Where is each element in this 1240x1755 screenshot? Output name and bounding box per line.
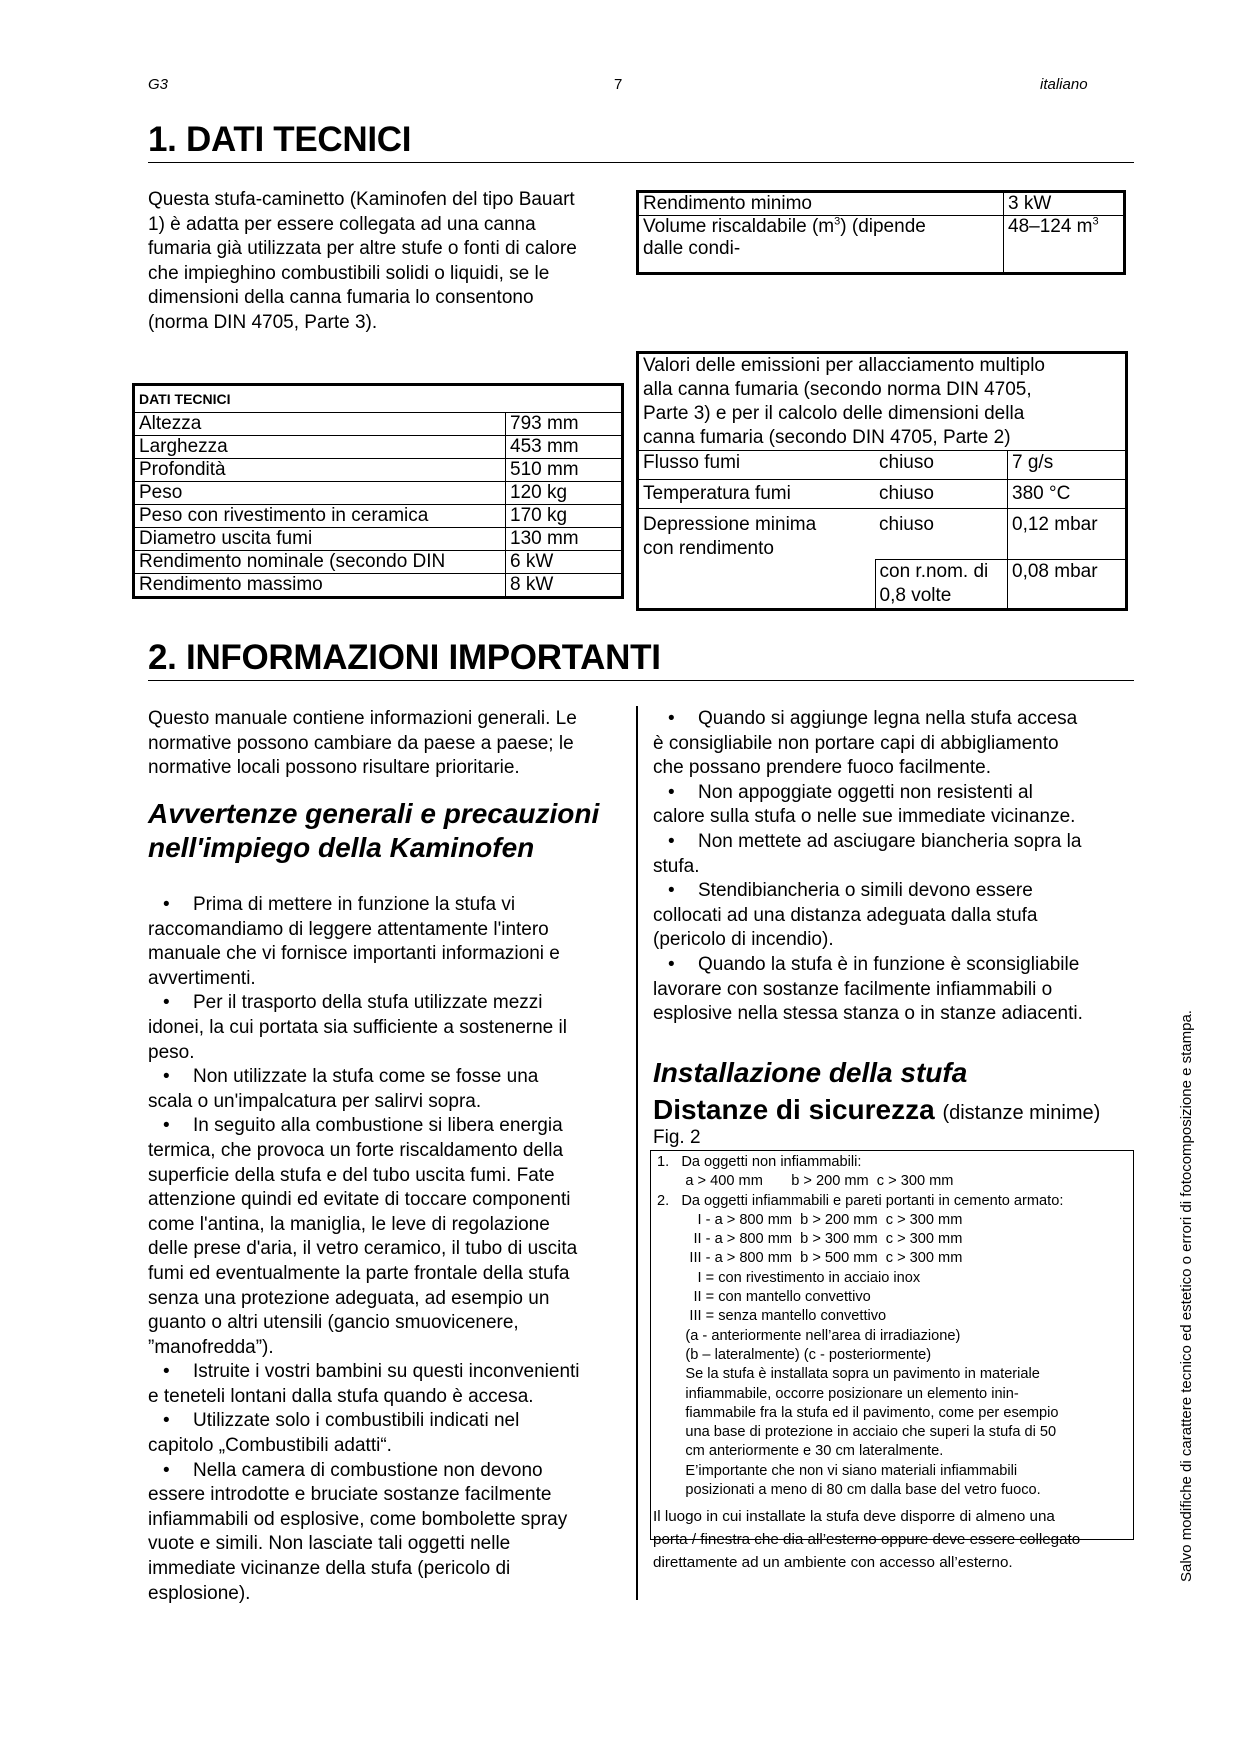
safety-distances-note: (distanze minime) xyxy=(942,1102,1101,1124)
text-line: manuale che vi fornisce importanti informazioni e xyxy=(148,943,560,965)
distance-line: 2. Da oggetti infiammabili e pareti portanti in cemento armato: xyxy=(657,1192,1064,1209)
text-line: • Quando la stufa è in funzione è sconsigliabile xyxy=(653,953,1133,978)
text-line: • Utilizzate solo i combustibili indicati nel xyxy=(148,1409,628,1434)
spec-label: Peso con rivestimento in ceramica xyxy=(134,505,506,528)
text-line: Questa stufa-caminetto (Kaminofen del tipo Bauart xyxy=(148,189,575,210)
bullet-icon: • xyxy=(163,1410,170,1432)
text-line: che possano prendere fuoco facilmente. xyxy=(653,757,991,779)
text-line: immediate vicinanze della stufa (pericolo di xyxy=(148,1558,511,1580)
bullet-icon: • xyxy=(163,992,170,1014)
table-row xyxy=(134,436,623,459)
table-row xyxy=(638,451,1127,480)
distance-line: III = senza mantello convettivo xyxy=(657,1308,887,1325)
emission-label: Temperatura fumi xyxy=(638,480,876,509)
bullet-icon: • xyxy=(668,708,675,729)
min-output-value: 3 kW xyxy=(1004,192,1125,216)
emission-value: 0,12 mbar xyxy=(1008,509,1127,560)
text-line: fumaria già utilizzata per altre stufe o fonti di calore xyxy=(148,238,577,260)
text-line: dimensioni della canna fumaria lo consentono xyxy=(148,287,534,309)
bullet-item xyxy=(653,830,1133,879)
heatable-volume-label: Volume riscaldabile $(m^3)$ (dipende dalle condi- xyxy=(638,216,1004,274)
text-line: • Non appoggiate oggetti non resistenti al xyxy=(653,781,1133,806)
table-row xyxy=(134,413,623,436)
spec-label: Diametro uscita fumi xyxy=(134,528,506,551)
text-line: • Quando si aggiunge legna nella stufa accesa xyxy=(653,707,1133,732)
distance-line: II = con mantello convettivo xyxy=(657,1289,871,1306)
distances-box xyxy=(650,1150,1134,1540)
table-row xyxy=(134,574,623,598)
emission-label: Depressione minima con rendimento xyxy=(638,509,876,610)
table-row xyxy=(134,528,623,551)
bullet-item xyxy=(148,1459,628,1607)
section-title-technical-data: 1. DATI TECNICI xyxy=(148,118,1134,163)
text-line: • Istruite i vostri bambini su questi inconvenienti xyxy=(148,1360,628,1385)
bullet-icon: • xyxy=(163,894,170,915)
emission-value: 380 °C xyxy=(1008,480,1127,509)
section-title-important-info: 2. INFORMAZIONI IMPORTANTI xyxy=(148,636,1134,681)
text-line: è consigliabile non portare capi di abbigliamento xyxy=(653,732,1059,754)
text-line: direttamente ad un ambiente con accesso all’esterno. xyxy=(653,1554,1013,1571)
text-line: nell'impiego della Kaminofen xyxy=(148,832,535,863)
text-line: capitolo „Combustibili adatti“. xyxy=(148,1435,392,1457)
page-number: 7 xyxy=(614,76,623,93)
spec-value: 510 mm xyxy=(506,459,623,482)
emission-value: 0,08 mbar xyxy=(1008,560,1127,610)
text-line: e teneteli lontani dalla stufa quando è accesa. xyxy=(148,1385,534,1407)
text-line: fumi ed eventualmente la parte frontale della stufa xyxy=(148,1262,570,1284)
safety-distances-title: Distanze di sicurezza xyxy=(653,1094,935,1125)
header-language: italiano xyxy=(1040,76,1088,93)
emission-value: 7 g/s xyxy=(1008,451,1127,480)
text-line: calore sulla stufa o nelle sue immediate vicinanze. xyxy=(653,806,1076,828)
text-line: Avvertenze generali e precauzioni xyxy=(148,798,600,829)
text-line: • In seguito alla combustione si libera energia xyxy=(148,1114,628,1139)
text-line: • Per il trasporto della stufa utilizzate mezzi xyxy=(148,991,628,1016)
bullet-item xyxy=(653,707,1133,781)
text-line: attenzione quindi ed evitate di toccare componenti xyxy=(148,1189,571,1211)
text-line: normative possono cambiare da paese a paese; le xyxy=(148,732,574,754)
text-line: senza una protezione adeguata, ad esempio un xyxy=(148,1287,550,1309)
safety-distances-heading xyxy=(653,1093,1100,1130)
text-line: peso. xyxy=(148,1041,195,1063)
distance-line: I = con rivestimento in acciaio inox xyxy=(657,1269,921,1286)
important-intro-paragraph xyxy=(148,707,628,781)
spec-value: 120 kg xyxy=(506,482,623,505)
spec-value: 130 mm xyxy=(506,528,623,551)
bullet-icon: • xyxy=(163,1115,170,1137)
text-line: esplosive nella stessa stanza o in stanze adiacenti. xyxy=(653,1003,1083,1025)
spec-value: 793 mm xyxy=(506,413,623,436)
text-line: • Non utilizzate la stufa come se fosse una xyxy=(148,1065,628,1090)
heatable-volume-value: 48–124 $m^3$ xyxy=(1004,216,1125,274)
distance-line: (b – lateralmente) (c - posteriormente) xyxy=(657,1346,932,1363)
text-line: scala o un'impalcatura per salirvi sopra. xyxy=(148,1090,482,1112)
technical-intro-paragraph xyxy=(148,188,628,336)
text-line: esplosione). xyxy=(148,1582,251,1604)
distance-line: cm anteriormente e 30 cm lateralmente. xyxy=(657,1443,944,1460)
text-line: Questo manuale contiene informazioni generali. Le xyxy=(148,708,577,729)
text-line: Parte 3) e per il calcolo delle dimensioni della xyxy=(643,403,1025,424)
text-line: Il luogo in cui installate la stufa deve disporre di almeno una xyxy=(653,1508,1055,1525)
spec-label: Peso xyxy=(134,482,506,505)
spec-label: Larghezza xyxy=(134,436,506,459)
spec-value: 170 kg xyxy=(506,505,623,528)
table-row xyxy=(134,551,623,574)
emission-condition: con r.nom. di 0,8 volte xyxy=(875,560,1008,610)
emission-condition: chiuso xyxy=(875,451,1008,480)
warnings-list-right xyxy=(653,707,1133,1027)
text-line: superficie della stufa e del tubo uscita fumi. Fate xyxy=(148,1164,555,1186)
distance-line: una base di protezione in acciaio che superi la stufa di 50 xyxy=(657,1424,1057,1441)
emission-condition: chiuso xyxy=(875,480,1008,509)
distance-line: (a - anteriormente nell’area di irradiazione) xyxy=(657,1327,961,1344)
text-line: alla canna fumaria (secondo norma DIN 4705, xyxy=(643,379,1032,400)
bullet-icon: • xyxy=(668,781,675,803)
warnings-heading xyxy=(148,797,638,865)
table-title-row xyxy=(134,385,623,413)
table-row xyxy=(134,459,623,482)
distance-line: 1. Da oggetti non infiammabili: xyxy=(657,1154,862,1170)
column-divider xyxy=(636,706,638,1600)
bullet-icon: • xyxy=(668,830,675,852)
table-row xyxy=(638,509,1127,560)
text-line: avvertimenti. xyxy=(148,967,256,989)
bullet-item xyxy=(148,893,628,991)
technical-data-table-title: DATI TECNICI xyxy=(134,385,623,413)
text-line: collocati ad una distanza adeguata dalla stufa xyxy=(653,904,1038,926)
table-row xyxy=(638,480,1127,509)
bullet-item xyxy=(148,1409,628,1458)
bullet-icon: • xyxy=(668,880,675,902)
spec-label: Rendimento massimo xyxy=(134,574,506,598)
text-line: guanto o altri utensili (gancio smuovicenere, xyxy=(148,1312,519,1334)
bullet-item xyxy=(653,953,1133,1027)
installation-footer-note xyxy=(653,1505,1133,1574)
bullet-icon: • xyxy=(163,1361,170,1383)
distance-line: E’importante che non vi siano materiali infiammabili xyxy=(657,1462,1018,1479)
spec-label: Profondità xyxy=(134,459,506,482)
text-line: ”manofredda”). xyxy=(148,1336,274,1358)
distance-line: a > 400 mm b > 200 mm c > 300 mm xyxy=(657,1173,954,1190)
bullet-icon: • xyxy=(163,1066,170,1088)
bullet-item xyxy=(148,991,628,1065)
technical-data-table xyxy=(132,383,624,599)
warnings-list-left xyxy=(148,893,628,1606)
text-line: essere introdotte e bruciate sostanze facilmente xyxy=(148,1484,552,1506)
distance-line: I - a > 800 mm b > 200 mm c > 300 mm xyxy=(657,1211,963,1228)
text-line: termica, che provoca un forte riscaldamento della xyxy=(148,1139,564,1161)
bullet-icon: • xyxy=(163,1459,170,1481)
distance-line: III - a > 800 mm b > 500 mm c > 300 mm xyxy=(657,1250,963,1267)
text-line: 1) è adatta per essere collegata ad una canna xyxy=(148,213,536,235)
text-line: • Stendibiancheria o simili devono essere xyxy=(653,879,1133,904)
text-line: • Non mettete ad asciugare biancheria sopra la xyxy=(653,830,1133,855)
spec-value: 6 kW xyxy=(506,551,623,574)
side-disclaimer: Salvo modifiche di carattere tecnico ed estetico o errori di fotocomposizione e stampa. xyxy=(1178,1010,1195,1582)
installation-heading: Installazione della stufa xyxy=(653,1057,968,1088)
text-line: Valori delle emissioni per allacciamento multiplo xyxy=(643,355,1045,376)
text-line: • Nella camera di combustione non devono xyxy=(148,1459,628,1484)
table-row xyxy=(638,192,1125,216)
table-row xyxy=(134,482,623,505)
text-line: come l'antina, la maniglia, le leve di regolazione xyxy=(148,1213,550,1235)
table-row xyxy=(638,353,1127,451)
text-line: • Prima di mettere in funzione la stufa vi xyxy=(148,893,628,918)
distance-line: fiammabile fra la stufa ed il pavimento, come per esempio xyxy=(657,1404,1059,1421)
bullet-item xyxy=(653,879,1133,953)
distance-line: posizionati a meno di 80 cm dalla base del vetro fuoco. xyxy=(657,1482,1041,1499)
spec-label: Altezza xyxy=(134,413,506,436)
text-line: normative locali possono risultare prioritarie. xyxy=(148,757,520,779)
bullet-item xyxy=(653,781,1133,830)
figure-label: Fig. 2 xyxy=(653,1127,701,1148)
header-doc-code: G3 xyxy=(148,76,169,93)
text-line: (pericolo di incendio). xyxy=(653,929,834,951)
emissions-intro xyxy=(638,353,1127,451)
text-line: che impieghino combustibili solidi o liquidi, se le xyxy=(148,262,550,284)
min-output-table xyxy=(636,190,1126,275)
bullet-item xyxy=(148,1360,628,1409)
text-line: infiammabili od esplosive, come bombolette spray xyxy=(148,1508,568,1530)
text-line: canna fumaria (secondo DIN 4705, Parte 2) xyxy=(643,427,1011,448)
emissions-table xyxy=(636,351,1128,611)
bullet-item xyxy=(148,1114,628,1360)
text-line: stufa. xyxy=(653,855,700,877)
min-output-label: Rendimento minimo xyxy=(638,192,1004,216)
table-row xyxy=(638,216,1125,274)
text-line: vuote e simili. Non lasciate tali oggetti nelle xyxy=(148,1533,511,1555)
text-line: delle prese d'aria, il vetro ceramico, il tubo di uscita xyxy=(148,1238,578,1260)
distance-line: Se la stufa è installata sopra un pavimento in materiale xyxy=(657,1366,1040,1383)
text-line: idonei, la cui portata sia sufficiente a sostenerne il xyxy=(148,1016,567,1038)
distance-line: infiammabile, occorre posizionare un elemento inin- xyxy=(657,1385,1019,1402)
spec-label: Rendimento nominale (secondo DIN xyxy=(134,551,506,574)
emission-condition: chiuso xyxy=(875,509,1008,560)
bullet-icon: • xyxy=(668,953,675,975)
bullet-item xyxy=(148,1065,628,1114)
spec-value: 8 kW xyxy=(506,574,623,598)
text-line: raccomandiamo di leggere attentamente l'intero xyxy=(148,918,549,940)
distance-line: II - a > 800 mm b > 300 mm c > 300 mm xyxy=(657,1231,963,1248)
spec-value: 453 mm xyxy=(506,436,623,459)
emission-label: Flusso fumi xyxy=(638,451,876,480)
table-row xyxy=(134,505,623,528)
text-line: lavorare con sostanze facilmente infiammabili o xyxy=(653,978,1053,1000)
text-line: (norma DIN 4705, Parte 3). xyxy=(148,311,378,333)
text-line: porta / finestra che dia all’esterno oppure deve essere collegato xyxy=(653,1531,1081,1548)
